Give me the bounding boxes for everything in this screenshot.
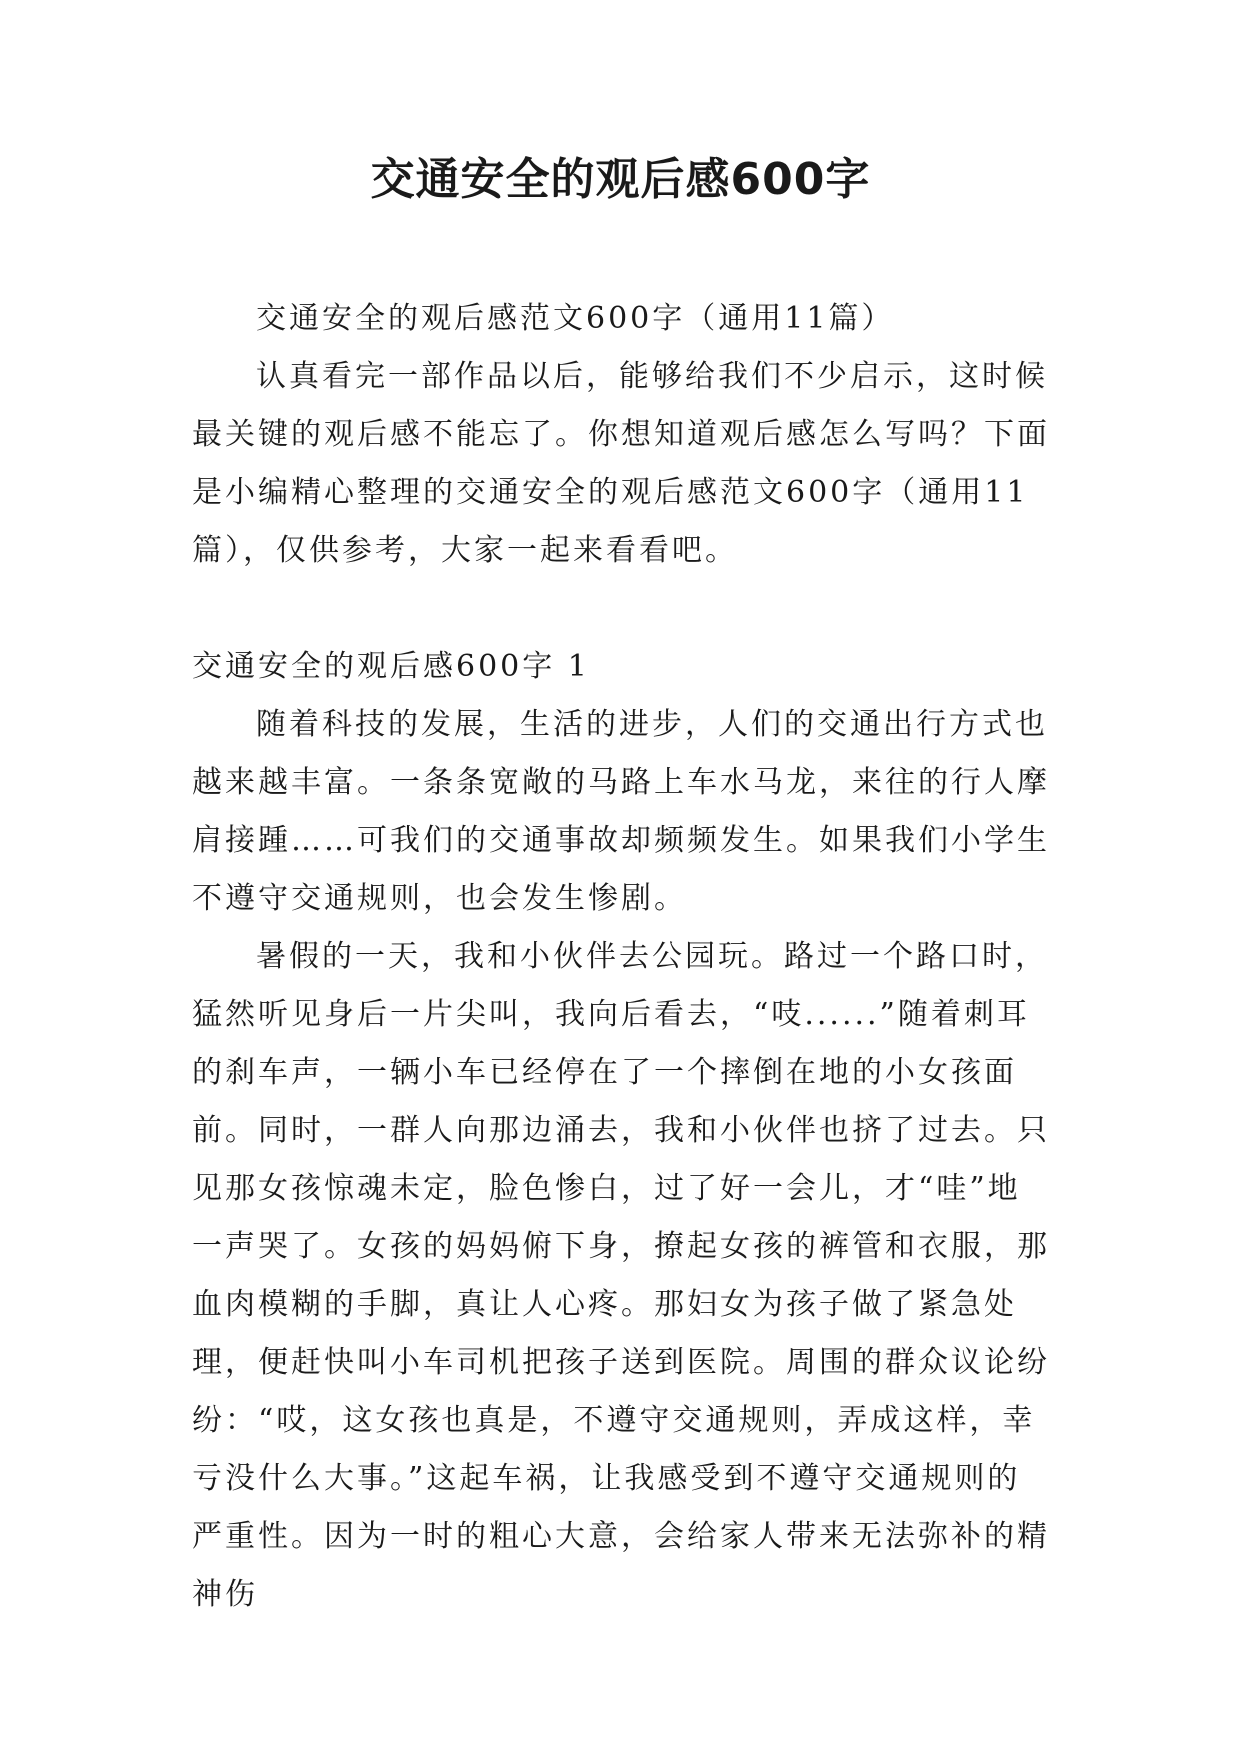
- section-heading: 交通安全的观后感600字 1: [192, 649, 590, 684]
- subtitle-paragraph: 交通安全的观后感范文600字（通用11篇）: [256, 301, 895, 336]
- body-paragraph-1: 随着科技的发展，生活的进步，人们的交通出行方式也越来越丰富。一条条宽敞的马路上车水马龙，来往的行人摩肩接踵……可我们的交通事故却频频发生。如果我们小学生不遵守交通规则，也会发生惨剧。: [192, 707, 1050, 916]
- intro-paragraph: 认真看完一部作品以后，能够给我们不少启示，这时候最关键的观后感不能忘了。你想知道观后感怎么写吗？下面是小编精心整理的交通安全的观后感范文600字（通用11篇），仅供参考，大家一起来看看吧。: [192, 359, 1050, 568]
- document-title: 交通安全的观后感600字: [370, 154, 871, 205]
- spacer: [192, 580, 1052, 638]
- document-body: [192, 290, 1052, 1624]
- body-paragraph-2: 暑假的一天，我和小伙伴去公园玩。路过一个路口时，猛然听见身后一片尖叫，我向后看去，“吱......”随着刺耳的刹车声，一辆小车已经停在了一个摔倒在地的小女孩面前。同时，一群人向那边涌去，我和小伙伴也挤了过去。只见那女孩惊魂未定，脸色惨白，过了好一会儿，才“哇”地一声哭了。女孩的妈妈俯下身，撩起女孩的裤管和衣服，那血肉模糊的手脚，真让人心疼。那妇女为孩子做了紧急处理，便赶快叫小车司机把孩子送到医院。周围的群众议论纷纷：“哎，这女孩也真是，不遵守交通规则，弄成这样，幸亏没什么大事。”这起车祸，让我感受到不遵守交通规则的严重性。因为一时的粗心大意，会给家人带来无法弥补的精神伤: [192, 939, 1050, 1612]
